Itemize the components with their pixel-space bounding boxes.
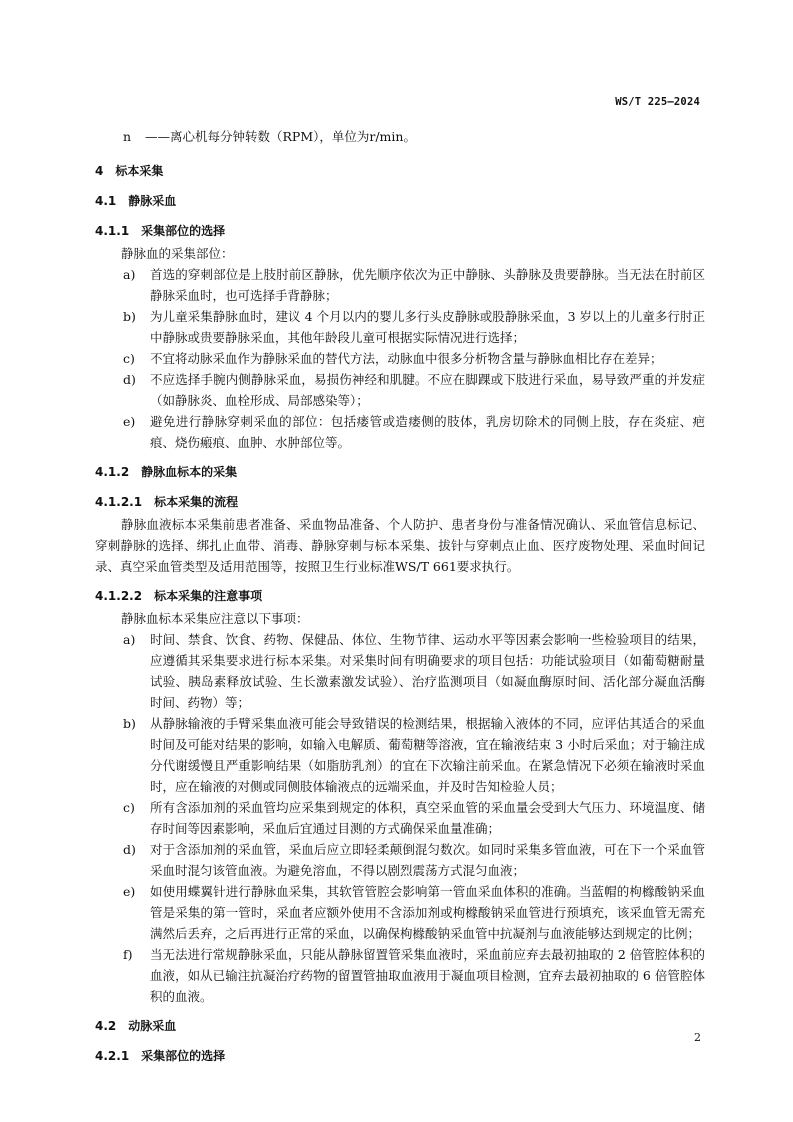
list-item — [95, 264, 705, 306]
item-marker: e) — [123, 884, 136, 899]
heading-number: 4 — [95, 164, 104, 178]
heading-title: 标本采集 — [115, 164, 164, 178]
item-marker: a) — [123, 267, 136, 282]
heading-number: 4.1 — [95, 194, 117, 208]
page-number: 2 — [694, 1031, 701, 1044]
collection-process-paragraph: 静脉血液标本采集前患者准备、采血物品准备、个人防护、患者身份与准备情况确认、采血管信息标记、穿刺静脉的选择、绑扎止血带、消毒、静脉穿刺与标本采集、拔针与穿刺点止血、医疗废物处理、采血时间记录、真空采血管类型及适用范围等，按照卫生行业标准WS/T 661要求执行。 — [95, 517, 705, 574]
list-item — [95, 348, 705, 369]
item-text: 所有含添加剂的采血管均应采集到规定的体积，真空采血管的采血量会受到大气压力、环境温度、储存时间等因素影响，采血后宜通过目测的方式确保采血量准确； — [150, 800, 705, 836]
heading-title: 静脉血标本的采集 — [141, 465, 238, 479]
list-item — [95, 411, 705, 453]
item-marker: f) — [123, 947, 133, 962]
heading-number: 4.2 — [95, 1019, 117, 1033]
list-item — [95, 629, 705, 713]
heading-number: 4.1.2 — [95, 465, 130, 479]
heading-4-1-2-1 — [95, 491, 705, 513]
definition-text: ——离心机每分钟转数（RPM），单位为r/min。 — [145, 129, 416, 144]
item-marker: c) — [123, 351, 135, 366]
heading-number: 4.1.1 — [95, 224, 130, 238]
heading-4 — [95, 160, 705, 182]
list-item — [95, 839, 705, 881]
list-item — [95, 306, 705, 348]
precautions-list — [95, 629, 705, 1007]
heading-4-1-2 — [95, 461, 705, 483]
heading-4-1-1 — [95, 220, 705, 242]
list-item — [95, 713, 705, 797]
heading-4-1-2-2 — [95, 585, 705, 607]
symbol-definition — [123, 126, 705, 148]
site-selection-list — [95, 264, 705, 453]
heading-number: 4.2.1 — [95, 1049, 130, 1063]
document-code: WS/T 225—2024 — [615, 96, 700, 108]
heading-title: 标本采集的注意事项 — [154, 589, 263, 603]
list-item — [95, 369, 705, 411]
heading-number: 4.1.2.2 — [95, 589, 143, 603]
item-text: 当无法进行常规静脉采血，只能从静脉留置管采集血液时，采血前应弃去最初抽取的 2 倍管腔体积的血液，如从已输注抗凝治疗药物的留置管抽取血液用于凝血项目检测，宜弃去最初抽取的 6 倍管腔体积的血液。 — [150, 947, 705, 1004]
section-intro: 静脉血标本采集应注意以下事项： — [121, 611, 309, 626]
list-item — [95, 881, 705, 944]
heading-4-1 — [95, 190, 705, 212]
item-marker: c) — [123, 800, 135, 815]
item-text: 时间、禁食、饮食、药物、保健品、体位、生物节律、运动水平等因素会影响一些检验项目的结果，应遵循其采集要求进行标本采集。对采集时间有明确要求的项目包括：功能试验项目（如葡萄糖耐量试验、胰岛素释放试验、生长激素激发试验）、治疗监测项目（如凝血酶原时间、活化部分凝血活酶时间、药物）等； — [150, 632, 705, 710]
item-text: 从静脉输液的手臂采集血液可能会导致错误的检测结果，根据输入液体的不同，应评估其适合的采血时间及可能对结果的影响，如输入电解质、葡萄糖等溶液，宜在输液结束 3 小时后采血；对于输注成分代谢缓慢且严重影响结果（如脂肪乳剂）的宜在下次输注前采血。在紧急情况下必须在输液时采血时，应在输液的对侧或同侧肢体输液点的远端采血，并及时告知检验人员； — [150, 716, 705, 794]
item-text: 如使用蝶翼针进行静脉血采集，其软管管腔会影响第一管血采血体积的准确。当蓝帽的枸橼酸钠采血管是采集的第一管时，采血者应额外使用不含添加剂或枸橼酸钠采血管进行预填充，该采血管无需充满然后丢弃，之后再进行正常的采血，以确保枸橼酸钠采血管中抗凝剂与血液能够达到规定的比例； — [150, 884, 705, 941]
heading-number: 4.1.2.1 — [95, 495, 143, 509]
section-intro: 静脉血的采集部位： — [121, 246, 234, 261]
heading-4-2-1 — [95, 1045, 705, 1067]
heading-title: 标本采集的流程 — [154, 495, 239, 509]
definition-symbol: n — [123, 129, 132, 144]
heading-title: 动脉采血 — [128, 1019, 177, 1033]
heading-4-2 — [95, 1015, 705, 1037]
list-item — [95, 944, 705, 1007]
item-text: 不应选择手腕内侧静脉采血，易损伤神经和肌腱。不应在脚踝或下肢进行采血，易导致严重的并发症（如静脉炎、血栓形成、局部感染等）； — [150, 372, 705, 408]
item-marker: e) — [123, 414, 136, 429]
item-text: 为儿童采集静脉血时，建议 4 个月以内的婴儿多行头皮静脉或股静脉采血，3 岁以上的儿童多行肘正中静脉或贵要静脉采血，其他年龄段儿童可根据实际情况进行选择； — [150, 309, 705, 345]
item-text: 对于含添加剂的采血管，采血后应立即轻柔颠倒混匀数次。如同时采集多管血液，可在下一个采血管采血时混匀该管血液。为避免溶血，不得以剧烈震荡方式混匀血液； — [150, 842, 705, 878]
list-item — [95, 797, 705, 839]
item-text: 首选的穿刺部位是上肢肘前区静脉，优先顺序依次为正中静脉、头静脉及贵要静脉。当无法在肘前区静脉采血时，也可选择手背静脉； — [150, 267, 705, 303]
item-marker: a) — [123, 632, 136, 647]
item-text: 避免进行静脉穿刺采血的部位：包括瘘管或造瘘侧的肢体，乳房切除术的同侧上肢，存在炎症、疤痕、烧伤瘢痕、血肿、水肿部位等。 — [150, 414, 705, 450]
heading-title: 采集部位的选择 — [141, 224, 226, 238]
item-marker: d) — [123, 842, 136, 857]
item-text: 不宜将动脉采血作为静脉采血的替代方法，动脉血中很多分析物含量与静脉血相比存在差异； — [150, 351, 663, 366]
heading-title: 静脉采血 — [128, 194, 177, 208]
page-content — [95, 126, 705, 1067]
item-marker: d) — [123, 372, 136, 387]
item-marker: b) — [123, 309, 136, 324]
item-marker: b) — [123, 716, 136, 731]
heading-title: 采集部位的选择 — [141, 1049, 226, 1063]
